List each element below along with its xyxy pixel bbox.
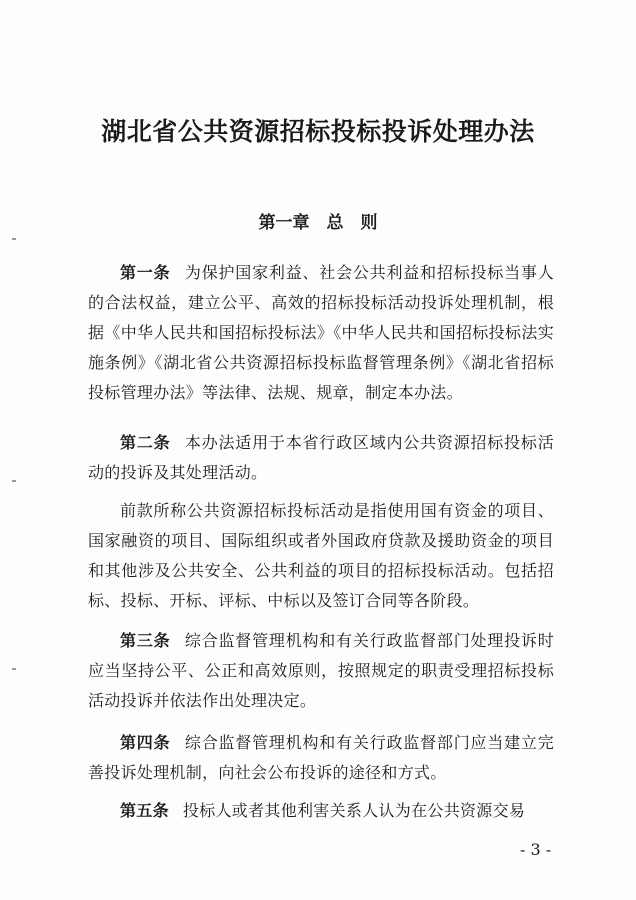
article-3	[88, 626, 554, 716]
article-number: 第五条	[120, 801, 169, 820]
document-title: 湖北省公共资源招标投标投诉处理办法	[101, 117, 535, 146]
article-text: 本办法适用于本省行政区域内公共资源招标投标活动的投诉及其处理活动。	[88, 433, 554, 482]
article-1	[88, 258, 554, 408]
article-5	[88, 796, 554, 826]
article-number: 第一条	[120, 263, 171, 282]
article-text: 综合监督管理机构和有关行政监督部门处理投诉时应当坚持公平、公正和高效原则，按照规定的职责受理招标投标活动投诉并依法作出处理决定。	[88, 631, 554, 710]
article-2-paragraph-2	[88, 496, 554, 616]
article-number: 第二条	[120, 433, 171, 452]
article-number: 第四条	[120, 733, 171, 752]
scan-mark	[12, 668, 16, 670]
article-4	[88, 728, 554, 788]
article-2	[88, 428, 554, 488]
scan-mark	[12, 238, 16, 240]
article-text: 投标人或者其他利害关系人认为在公共资源交易	[182, 801, 526, 820]
article-text: 为保护国家利益、社会公共利益和招标投标当事人的合法权益，建立公平、高效的招标投标活动投诉处理机制，根据《中华人民共和国招标投标法》《中华人民共和国招标投标法实施条例》《湖北省公共资源招标投标监督管理条例》《湖北省招标投标管理办法》等法律、法规、规章，制定本办法。	[88, 263, 554, 402]
scan-mark	[12, 480, 16, 482]
article-number: 第三条	[120, 631, 171, 650]
article-text: 前款所称公共资源招标投标活动是指使用国有资金的项目、国家融资的项目、国际组织或者外国政府贷款及援助资金的项目和其他涉及公共安全、公共利益的项目的招标投标活动。包括招标、投标、开标、评标、中标以及签订合同等各阶段。	[88, 501, 554, 610]
article-text: 综合监督管理机构和有关行政监督部门应当建立完善投诉处理机制，向社会公布投诉的途径和方式。	[88, 733, 554, 782]
page-number: - 3 -	[520, 840, 552, 859]
chapter-heading: 第一章 总 则	[258, 213, 378, 233]
